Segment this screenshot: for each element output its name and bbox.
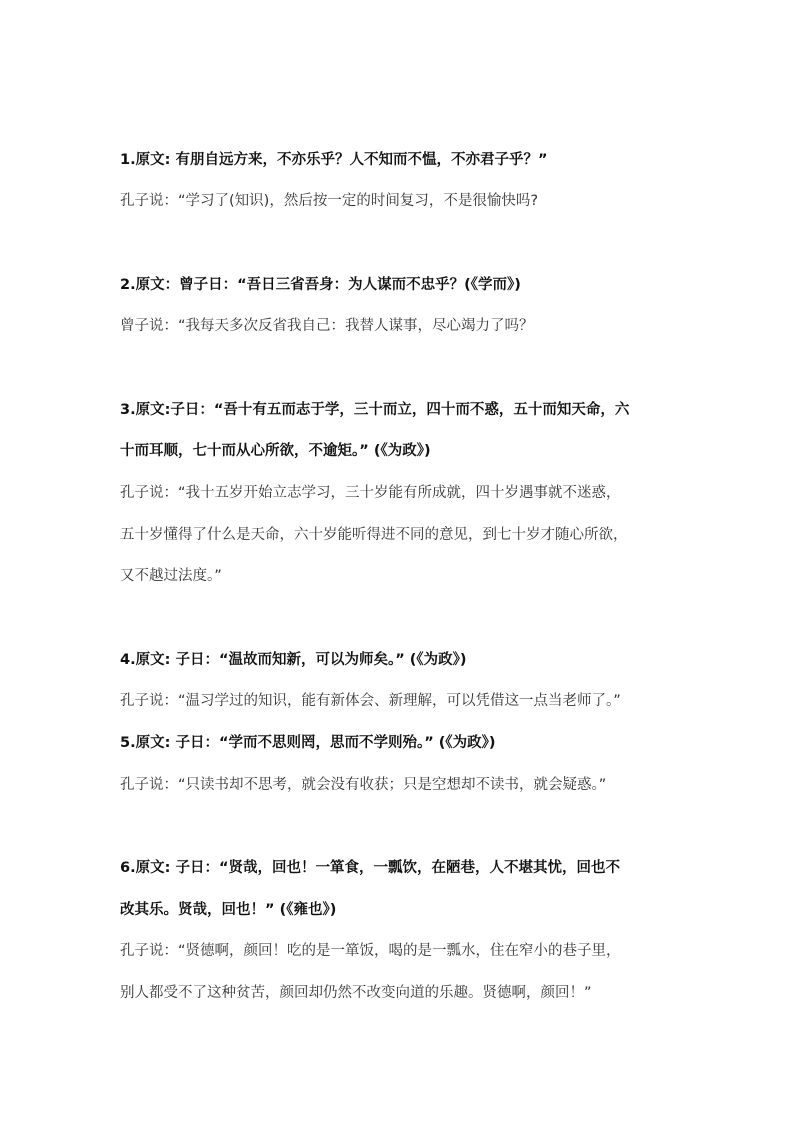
passage-1-translation-line-1: 孔子说：“学习了(知识)，然后按一定的时间复习，不是很愉快吗? bbox=[120, 193, 539, 209]
passage-6-original-line-2: 改其乐。贤哉，回也！” (《雍也》) bbox=[120, 902, 337, 918]
passage-6-translation-line-2: 别人都受不了这种贫苦，颜回却仍然不改变向道的乐趣。贤德啊，颜回！” bbox=[120, 985, 592, 1001]
passage-6-original-line-1: 6.原文: 子日：“贤哉，回也！一箪食，一瓢饮，在陋巷，人不堪其忧，回也不 bbox=[120, 860, 620, 876]
passage-1-original-line-1: 1.原文: 有朋自远方来，不亦乐乎？人不知而不愠，不亦君子乎？” bbox=[120, 152, 548, 168]
passage-2-translation-line-1: 曾子说：“我每天多次反省我自己：我替人谋事，尽心竭力了吗？ bbox=[120, 318, 534, 334]
passage-5-translation-line-1: 孔子说：“只读书却不思考，就会没有收获；只是空想却不读书，就会疑惑。” bbox=[120, 777, 607, 793]
passage-4-translation-line-1: 孔子说：“温习学过的知识，能有新体会、新理解，可以凭借这一点当老师了。” bbox=[120, 693, 621, 709]
passage-3-translation-line-2: 五十岁懂得了什么是天命，六十岁能听得进不同的意见，到七十岁才随心所欲， bbox=[120, 527, 628, 543]
document-page bbox=[120, 0, 680, 1123]
passage-3-original-line-1: 3.原文:子日：“吾十有五而志于学，三十而立，四十而不惑，五十而知天命，六 bbox=[120, 402, 630, 418]
passage-3-translation-line-3: 又不越过法度。” bbox=[120, 568, 222, 584]
passage-3-translation-line-1: 孔子说：“我十五岁开始立志学习，三十岁能有所成就，四十岁遇事就不迷惑， bbox=[120, 485, 621, 501]
passage-5-original-line-1: 5.原文: 子日：“学而不思则罔，思而不学则殆。” (《为政》) bbox=[120, 735, 496, 751]
passage-2-original-line-1: 2.原文：曾子日：“吾日三省吾身：为人谋而不忠乎？(《学而》) bbox=[120, 277, 521, 293]
passage-4-original-line-1: 4.原文: 子日：“温故而知新，可以为师矣。” (《为政》) bbox=[120, 652, 467, 668]
passage-6-translation-line-1: 孔子说：“贤德啊，颜回！吃的是一箪饭，喝的是一瓢水，住在窄小的巷子里， bbox=[120, 943, 621, 959]
passage-3-original-line-2: 十而耳顺，七十而从心所欲，不逾矩。” (《为政》) bbox=[120, 443, 431, 459]
